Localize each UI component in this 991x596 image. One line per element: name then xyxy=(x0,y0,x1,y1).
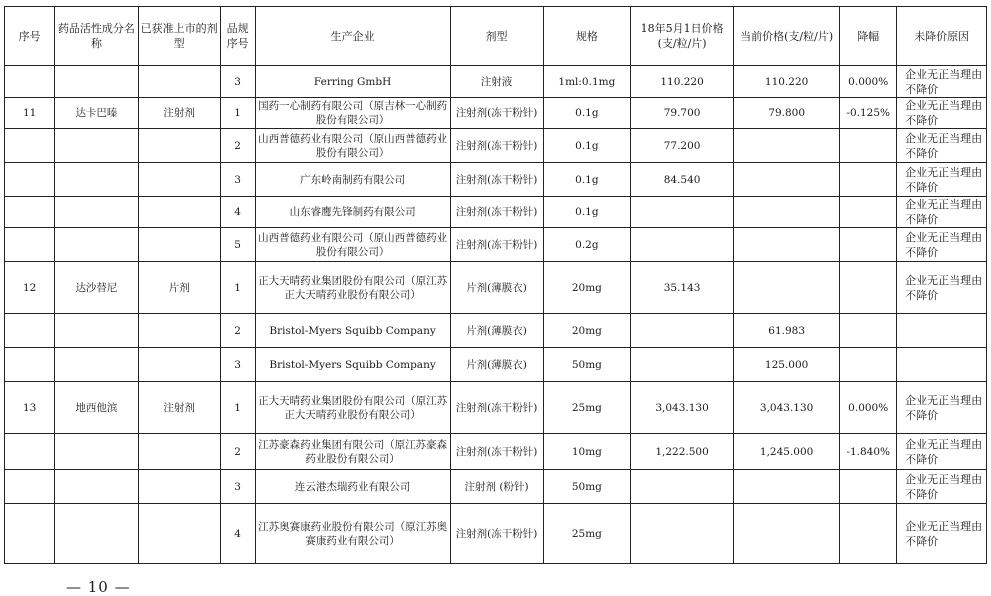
header-ingredient: 药品活性成分名称 xyxy=(55,7,138,66)
row-index-cell xyxy=(5,129,55,163)
approved-form-cell: 注射剂 xyxy=(138,98,220,129)
specification-cell: 0.1g xyxy=(543,163,631,197)
approved-form-cell xyxy=(138,470,220,504)
specification-cell: 50mg xyxy=(543,348,631,382)
price-now-cell: 110.220 xyxy=(734,66,840,98)
specification-cell: 10mg xyxy=(543,434,631,470)
spec-index-cell: 4 xyxy=(220,197,255,228)
specification-cell: 20mg xyxy=(543,262,631,314)
spec-index-cell: 3 xyxy=(220,163,255,197)
ingredient-name-cell xyxy=(55,314,138,348)
price-drop-cell xyxy=(840,348,897,382)
spec-index-cell: 2 xyxy=(220,314,255,348)
price-may-cell xyxy=(631,348,734,382)
price-now-cell xyxy=(734,129,840,163)
price-drop-cell xyxy=(840,129,897,163)
table-row xyxy=(5,382,987,434)
no-drop-reason-cell: 企业无正当理由不降价 xyxy=(897,262,987,314)
header-index: 序号 xyxy=(5,7,55,66)
no-drop-reason-cell: 企业无正当理由不降价 xyxy=(897,434,987,470)
price-drop-cell xyxy=(840,470,897,504)
no-drop-reason-cell: 企业无正当理由不降价 xyxy=(897,470,987,504)
table-row xyxy=(5,197,987,228)
spec-index-cell: 1 xyxy=(220,262,255,314)
header-reason: 未降价原因 xyxy=(897,7,987,66)
row-index-cell xyxy=(5,504,55,564)
ingredient-name-cell xyxy=(55,66,138,98)
manufacturer-cell: 正大天晴药业集团股份有限公司（原江苏正大天晴药业股份有限公司） xyxy=(255,382,450,434)
ingredient-name-cell xyxy=(55,348,138,382)
manufacturer-cell: Bristol-Myers Squibb Company xyxy=(255,348,450,382)
price-now-cell xyxy=(734,504,840,564)
price-now-cell xyxy=(734,470,840,504)
spec-index-cell: 4 xyxy=(220,504,255,564)
price-now-cell: 61.983 xyxy=(734,314,840,348)
dosage-form-cell: 注射剂(冻干粉针) xyxy=(450,228,543,262)
row-index-cell xyxy=(5,314,55,348)
price-now-cell: 79.800 xyxy=(734,98,840,129)
price-drop-cell xyxy=(840,197,897,228)
approved-form-cell xyxy=(138,504,220,564)
no-drop-reason-cell xyxy=(897,348,987,382)
table-row xyxy=(5,348,987,382)
ingredient-name-cell xyxy=(55,470,138,504)
price-may-cell: 1,222.500 xyxy=(631,434,734,470)
price-drop-cell: -1.840% xyxy=(840,434,897,470)
approved-form-cell: 片剂 xyxy=(138,262,220,314)
approved-form-cell xyxy=(138,314,220,348)
row-index-cell: 12 xyxy=(5,262,55,314)
manufacturer-cell: 广东岭南制药有限公司 xyxy=(255,163,450,197)
dosage-form-cell: 注射剂(冻干粉针) xyxy=(450,382,543,434)
table-row xyxy=(5,262,987,314)
ingredient-name-cell: 达沙替尼 xyxy=(55,262,138,314)
price-now-cell: 3,043.130 xyxy=(734,382,840,434)
manufacturer-cell: 江苏奥赛康药业股份有限公司（原江苏奥赛康药业有限公司） xyxy=(255,504,450,564)
price-drop-cell xyxy=(840,228,897,262)
price-now-cell xyxy=(734,228,840,262)
header-drop: 降幅 xyxy=(840,7,897,66)
price-drop-cell: 0.000% xyxy=(840,382,897,434)
price-may-cell xyxy=(631,228,734,262)
approved-form-cell xyxy=(138,129,220,163)
price-may-cell xyxy=(631,314,734,348)
price-may-cell xyxy=(631,470,734,504)
spec-index-cell: 1 xyxy=(220,382,255,434)
no-drop-reason-cell: 企业无正当理由不降价 xyxy=(897,98,987,129)
price-may-cell: 35.143 xyxy=(631,262,734,314)
table-row xyxy=(5,434,987,470)
no-drop-reason-cell: 企业无正当理由不降价 xyxy=(897,504,987,564)
manufacturer-cell: 山西普德药业有限公司（原山西普德药业股份有限公司） xyxy=(255,228,450,262)
manufacturer-cell: 连云港杰瑞药业有限公司 xyxy=(255,470,450,504)
spec-index-cell: 2 xyxy=(220,129,255,163)
specification-cell: 50mg xyxy=(543,470,631,504)
ingredient-name-cell xyxy=(55,228,138,262)
dosage-form-cell: 片剂(薄膜衣) xyxy=(450,348,543,382)
row-index-cell xyxy=(5,197,55,228)
row-index-cell xyxy=(5,66,55,98)
table-row xyxy=(5,228,987,262)
approved-form-cell: 注射剂 xyxy=(138,382,220,434)
page-number: — 10 — xyxy=(66,578,131,596)
no-drop-reason-cell: 企业无正当理由不降价 xyxy=(897,163,987,197)
price-table xyxy=(4,6,987,564)
row-index-cell: 11 xyxy=(5,98,55,129)
table-row xyxy=(5,470,987,504)
approved-form-cell xyxy=(138,434,220,470)
price-may-cell: 84.540 xyxy=(631,163,734,197)
header-manufacturer: 生产企业 xyxy=(255,7,450,66)
price-now-cell: 1,245.000 xyxy=(734,434,840,470)
dosage-form-cell: 注射剂(冻干粉针) xyxy=(450,504,543,564)
manufacturer-cell: Ferring GmbH xyxy=(255,66,450,98)
manufacturer-cell: 山西普德药业有限公司（原山西普德药业股份有限公司） xyxy=(255,129,450,163)
manufacturer-cell: 国药一心制药有限公司（原吉林一心制药股份有限公司） xyxy=(255,98,450,129)
specification-cell: 20mg xyxy=(543,314,631,348)
ingredient-name-cell xyxy=(55,163,138,197)
specification-cell: 25mg xyxy=(543,382,631,434)
no-drop-reason-cell: 企业无正当理由不降价 xyxy=(897,228,987,262)
spec-index-cell: 3 xyxy=(220,348,255,382)
table-row xyxy=(5,98,987,129)
dosage-form-cell: 片剂(薄膜衣) xyxy=(450,262,543,314)
specification-cell: 0.2g xyxy=(543,228,631,262)
no-drop-reason-cell xyxy=(897,314,987,348)
manufacturer-cell: 江苏豪森药业集团有限公司（原江苏豪森药业股份有限公司） xyxy=(255,434,450,470)
specification-cell: 0.1g xyxy=(543,129,631,163)
approved-form-cell xyxy=(138,228,220,262)
price-drop-cell xyxy=(840,262,897,314)
spec-index-cell: 3 xyxy=(220,66,255,98)
dosage-form-cell: 注射剂(冻干粉针) xyxy=(450,129,543,163)
dosage-form-cell: 片剂(薄膜衣) xyxy=(450,314,543,348)
price-now-cell xyxy=(734,197,840,228)
row-index-cell xyxy=(5,348,55,382)
dosage-form-cell: 注射液 xyxy=(450,66,543,98)
spec-index-cell: 3 xyxy=(220,470,255,504)
header-price-may: 18年5月1日价格(支/粒/片) xyxy=(631,7,734,66)
ingredient-name-cell xyxy=(55,197,138,228)
dosage-form-cell: 注射剂(冻干粉针) xyxy=(450,197,543,228)
specification-cell: 25mg xyxy=(543,504,631,564)
specification-cell: 0.1g xyxy=(543,197,631,228)
ingredient-name-cell xyxy=(55,434,138,470)
price-may-cell: 77.200 xyxy=(631,129,734,163)
ingredient-name-cell: 地西他滨 xyxy=(55,382,138,434)
no-drop-reason-cell: 企业无正当理由不降价 xyxy=(897,129,987,163)
ingredient-name-cell xyxy=(55,129,138,163)
ingredient-name-cell xyxy=(55,504,138,564)
header-dosage-form: 剂型 xyxy=(450,7,543,66)
manufacturer-cell: 山东睿鹰先锋制药有限公司 xyxy=(255,197,450,228)
price-drop-cell xyxy=(840,163,897,197)
row-index-cell xyxy=(5,228,55,262)
price-now-cell xyxy=(734,163,840,197)
price-may-cell xyxy=(631,197,734,228)
table-row xyxy=(5,314,987,348)
approved-form-cell xyxy=(138,66,220,98)
dosage-form-cell: 注射剂 (粉针) xyxy=(450,470,543,504)
ingredient-name-cell: 达卡巴嗪 xyxy=(55,98,138,129)
row-index-cell xyxy=(5,470,55,504)
table-row xyxy=(5,163,987,197)
header-spec-index: 品规序号 xyxy=(220,7,255,66)
approved-form-cell xyxy=(138,163,220,197)
header-row xyxy=(5,7,987,66)
no-drop-reason-cell: 企业无正当理由不降价 xyxy=(897,382,987,434)
dosage-form-cell: 注射剂(冻干粉针) xyxy=(450,163,543,197)
header-approved-form: 已获准上市的剂型 xyxy=(138,7,220,66)
manufacturer-cell: Bristol-Myers Squibb Company xyxy=(255,314,450,348)
dosage-form-cell: 注射剂(冻干粉针) xyxy=(450,434,543,470)
manufacturer-cell: 正大天晴药业集团股份有限公司（原江苏正大天晴药业股份有限公司） xyxy=(255,262,450,314)
price-drop-cell xyxy=(840,314,897,348)
table-row xyxy=(5,129,987,163)
spec-index-cell: 1 xyxy=(220,98,255,129)
specification-cell: 1ml:0.1mg xyxy=(543,66,631,98)
header-price-now: 当前价格(支/粒/片) xyxy=(734,7,840,66)
price-drop-cell: -0.125% xyxy=(840,98,897,129)
approved-form-cell xyxy=(138,197,220,228)
spec-index-cell: 2 xyxy=(220,434,255,470)
no-drop-reason-cell: 企业无正当理由不降价 xyxy=(897,66,987,98)
dosage-form-cell: 注射剂(冻干粉针) xyxy=(450,98,543,129)
row-index-cell xyxy=(5,434,55,470)
price-now-cell: 125.000 xyxy=(734,348,840,382)
price-may-cell: 110.220 xyxy=(631,66,734,98)
no-drop-reason-cell: 企业无正当理由不降价 xyxy=(897,197,987,228)
price-may-cell xyxy=(631,504,734,564)
table-row xyxy=(5,504,987,564)
table-row xyxy=(5,66,987,98)
approved-form-cell xyxy=(138,348,220,382)
specification-cell: 0.1g xyxy=(543,98,631,129)
price-drop-cell xyxy=(840,504,897,564)
price-now-cell xyxy=(734,262,840,314)
header-specification: 规格 xyxy=(543,7,631,66)
spec-index-cell: 5 xyxy=(220,228,255,262)
price-may-cell: 79.700 xyxy=(631,98,734,129)
price-may-cell: 3,043.130 xyxy=(631,382,734,434)
price-drop-cell: 0.000% xyxy=(840,66,897,98)
row-index-cell xyxy=(5,163,55,197)
row-index-cell: 13 xyxy=(5,382,55,434)
